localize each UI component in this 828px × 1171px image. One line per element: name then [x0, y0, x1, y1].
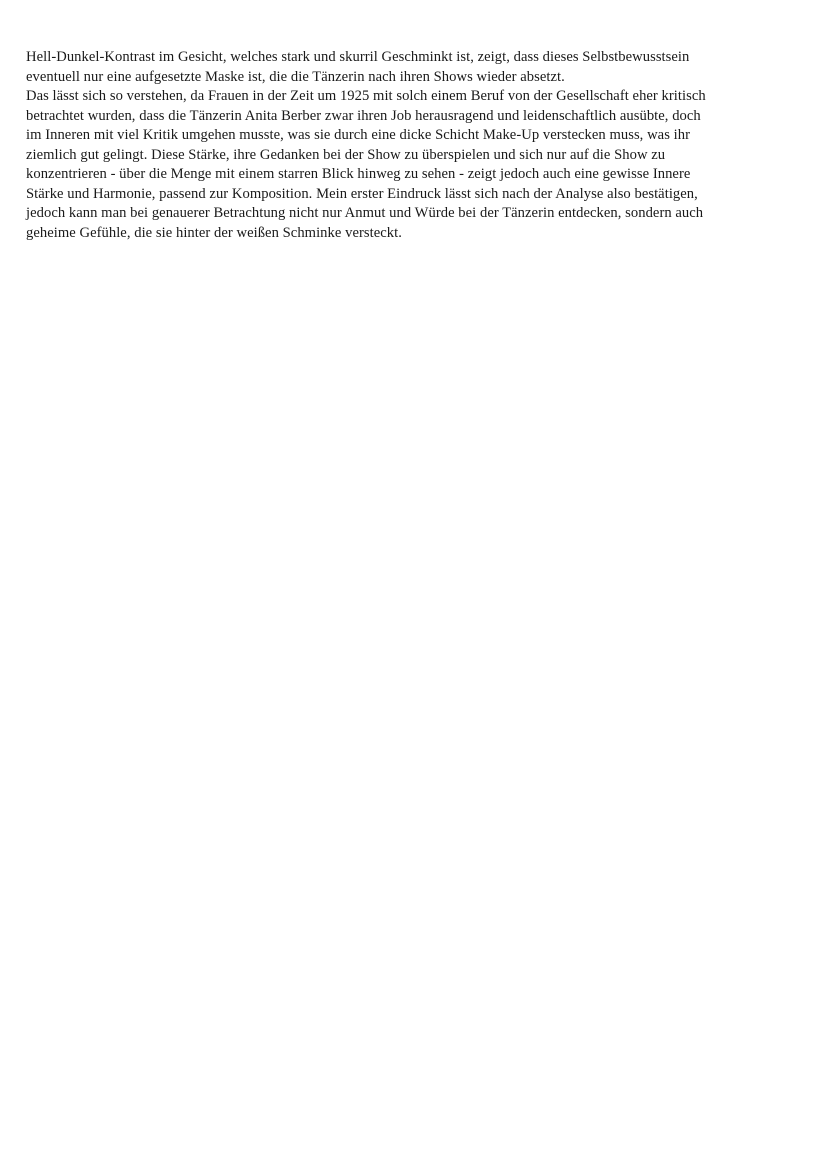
- text-line: konzentrieren - über die Menge mit einem starren Blick hinweg zu sehen - zeigt jedoch auch eine gewisse Innere: [26, 166, 691, 182]
- text-line: Stärke und Harmonie, passend zur Komposition. Mein erster Eindruck lässt sich nach der Analyse also bestätigen,: [26, 185, 698, 202]
- text-line: betrachtet wurden, dass die Tänzerin Anita Berber zwar ihren Job herausragend und leidenschaftlich ausübte, doch: [26, 107, 701, 124]
- text-line: Das lässt sich so verstehen, da Frauen in der Zeit um 1925 mit solch einem Beruf von der Gesellschaft eher kritisch: [26, 88, 706, 104]
- text-line: jedoch kann man bei genauerer Betrachtung nicht nur Anmut und Würde bei der Tänzerin entdecken, sondern auch: [26, 205, 704, 221]
- paragraph-1: [26, 48, 806, 87]
- text-line: eventuell nur eine aufgesetzte Maske ist, die die Tänzerin nach ihren Shows wieder absetzt.: [26, 68, 565, 85]
- text-line: geheime Gefühle, die sie hinter der weißen Schminke versteckt.: [26, 224, 402, 241]
- text-line: Hell-Dunkel-Kontrast im Gesicht, welches stark und skurril Geschminkt ist, zeigt, dass dieses Selbstbewusstsein: [26, 49, 690, 65]
- paragraph-2: [26, 87, 806, 243]
- document-page: [26, 48, 806, 243]
- text-line: im Inneren mit viel Kritik umgehen musste, was sie durch eine dicke Schicht Make-Up verstecken muss, was ihr: [26, 127, 690, 143]
- text-line: ziemlich gut gelingt. Diese Stärke, ihre Gedanken bei der Show zu überspielen und sich nur auf die Show zu: [26, 146, 666, 163]
